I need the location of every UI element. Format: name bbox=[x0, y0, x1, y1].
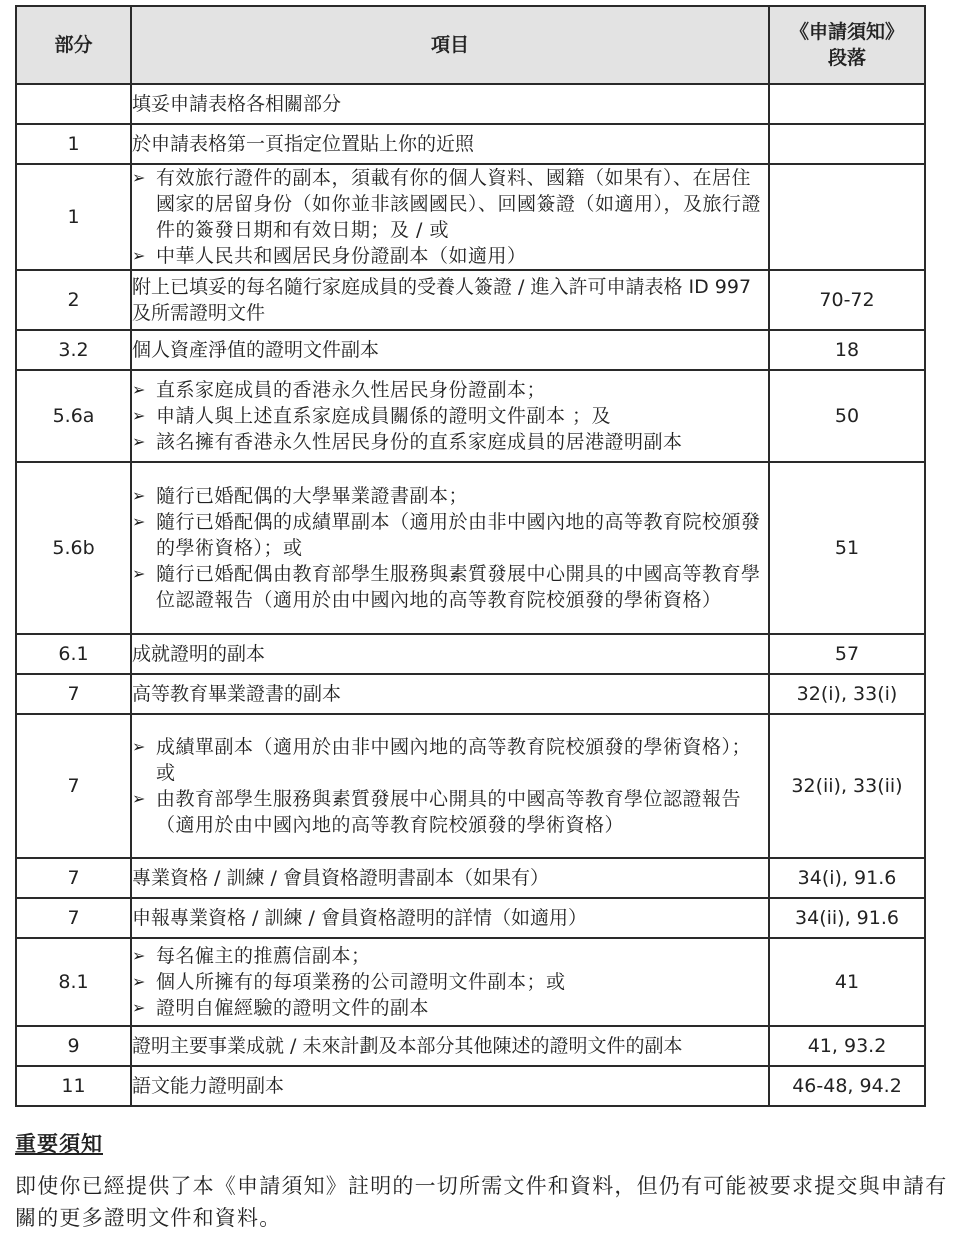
notice-body: 即使你已經提供了本《申請須知》註明的一切所需文件和資料，但仍有可能被要求提交與申請有關的更多證明文件和資料。 bbox=[15, 1174, 948, 1230]
row-part: 1 bbox=[16, 124, 131, 164]
item-text: 證明主要事業成就 / 未來計劃及本部分其他陳述的證明文件的副本 bbox=[132, 1035, 683, 1057]
row-part: 5.6a bbox=[16, 370, 131, 462]
item-text: 專業資格 / 訓練 / 會員資格證明書副本（如果有） bbox=[132, 867, 549, 889]
bullet-text: 成績單副本（適用於由非中國內地的高等教育院校頒發的學術資格）；或 bbox=[156, 736, 752, 784]
table-row bbox=[16, 714, 925, 858]
header-part: 部分 bbox=[16, 6, 131, 84]
bullet-item bbox=[132, 943, 768, 969]
row-paragraph: 51 bbox=[769, 462, 925, 634]
bullet-text: 該名擁有香港永久性居民身份的直系家庭成員的居港證明副本 bbox=[156, 431, 683, 453]
row-item bbox=[131, 1026, 769, 1066]
row-item bbox=[131, 714, 769, 858]
row-part: 7 bbox=[16, 674, 131, 714]
arrow-bullet-icon: ➢ bbox=[132, 564, 146, 583]
row-paragraph: 32(i), 33(i) bbox=[769, 674, 925, 714]
arrow-bullet-icon: ➢ bbox=[132, 246, 146, 265]
table-row bbox=[16, 84, 925, 124]
row-paragraph: 50 bbox=[769, 370, 925, 462]
bullet-text: 申請人與上述直系家庭成員關係的證明文件副本 ；及 bbox=[156, 405, 612, 427]
bullet-item bbox=[132, 969, 768, 995]
item-text: 語文能力證明副本 bbox=[132, 1075, 285, 1097]
table-row bbox=[16, 370, 925, 462]
table-row bbox=[16, 938, 925, 1026]
item-text: 於申請表格第一頁指定位置貼上你的近照 bbox=[132, 133, 475, 155]
bullet-item bbox=[132, 509, 768, 561]
arrow-bullet-icon: ➢ bbox=[132, 737, 146, 756]
row-item bbox=[131, 898, 769, 938]
item-text: 申報專業資格 / 訓練 / 會員資格證明的詳情（如適用） bbox=[132, 907, 587, 929]
item-text: 成就證明的副本 bbox=[132, 643, 266, 665]
arrow-bullet-icon: ➢ bbox=[132, 998, 146, 1017]
row-part bbox=[16, 84, 131, 124]
row-part: 9 bbox=[16, 1026, 131, 1066]
item-text: 填妥申請表格各相關部分 bbox=[132, 93, 342, 115]
row-paragraph: 41 bbox=[769, 938, 925, 1026]
table-row bbox=[16, 462, 925, 634]
arrow-bullet-icon: ➢ bbox=[132, 946, 146, 965]
row-item bbox=[131, 858, 769, 898]
row-paragraph: 41, 93.2 bbox=[769, 1026, 925, 1066]
row-paragraph bbox=[769, 164, 925, 270]
bullet-item bbox=[132, 995, 768, 1021]
arrow-bullet-icon: ➢ bbox=[132, 486, 146, 505]
row-item bbox=[131, 674, 769, 714]
row-paragraph: 34(i), 91.6 bbox=[769, 858, 925, 898]
row-paragraph: 32(ii), 33(ii) bbox=[769, 714, 925, 858]
bullet-item bbox=[132, 734, 768, 786]
bullet-item bbox=[132, 403, 768, 429]
row-part: 7 bbox=[16, 898, 131, 938]
row-paragraph: 57 bbox=[769, 634, 925, 674]
row-item bbox=[131, 462, 769, 634]
row-part: 5.6b bbox=[16, 462, 131, 634]
arrow-bullet-icon: ➢ bbox=[132, 432, 146, 451]
table-row bbox=[16, 330, 925, 370]
arrow-bullet-icon: ➢ bbox=[132, 512, 146, 531]
row-item bbox=[131, 164, 769, 270]
row-part: 1 bbox=[16, 164, 131, 270]
bullet-item bbox=[132, 165, 768, 243]
table-row bbox=[16, 1066, 925, 1106]
header-item: 項目 bbox=[131, 6, 769, 84]
bullet-item bbox=[132, 377, 768, 403]
header-paragraph-line2: 段落 bbox=[827, 47, 866, 69]
table-row bbox=[16, 164, 925, 270]
row-item bbox=[131, 84, 769, 124]
table-row bbox=[16, 674, 925, 714]
bullet-text: 中華人民共和國居民身份證副本（如適用） bbox=[156, 245, 527, 267]
row-item bbox=[131, 938, 769, 1026]
table-body bbox=[16, 84, 925, 1106]
bullet-item bbox=[132, 483, 768, 509]
table-row bbox=[16, 898, 925, 938]
row-paragraph bbox=[769, 124, 925, 164]
bullet-text: 個人所擁有的每項業務的公司證明文件副本；或 bbox=[156, 971, 566, 993]
row-item bbox=[131, 1066, 769, 1106]
document-checklist-table bbox=[15, 5, 926, 1107]
header-paragraph bbox=[769, 6, 925, 84]
bullet-text: 直系家庭成員的香港永久性居民身份證副本； bbox=[156, 379, 547, 401]
bullet-text: 證明自僱經驗的證明文件的副本 bbox=[156, 997, 430, 1019]
header-paragraph-line1: 《申請須知》 bbox=[789, 21, 904, 43]
row-part: 6.1 bbox=[16, 634, 131, 674]
arrow-bullet-icon: ➢ bbox=[132, 789, 146, 808]
row-item bbox=[131, 330, 769, 370]
arrow-bullet-icon: ➢ bbox=[132, 972, 146, 991]
row-paragraph: 18 bbox=[769, 330, 925, 370]
bullet-item bbox=[132, 786, 768, 838]
row-item bbox=[131, 270, 769, 330]
table-row bbox=[16, 270, 925, 330]
row-item bbox=[131, 124, 769, 164]
bullet-text: 每名僱主的推薦信副本； bbox=[156, 945, 371, 967]
row-part: 3.2 bbox=[16, 330, 131, 370]
arrow-bullet-icon: ➢ bbox=[132, 380, 146, 399]
table-row bbox=[16, 124, 925, 164]
row-paragraph: 34(ii), 91.6 bbox=[769, 898, 925, 938]
row-item bbox=[131, 634, 769, 674]
table-row bbox=[16, 858, 925, 898]
item-text: 附上已填妥的每名隨行家庭成員的受養人簽證 / 進入許可申請表格 ID 997 及所需證明文件 bbox=[132, 276, 752, 324]
item-text: 個人資產淨值的證明文件副本 bbox=[132, 339, 380, 361]
row-part: 8.1 bbox=[16, 938, 131, 1026]
table-row bbox=[16, 634, 925, 674]
bullet-text: 由教育部學生服務與素質發展中心開具的中國高等教育學位認證報告（適用於由中國內地的高等教育院校頒發的學術資格） bbox=[156, 788, 742, 836]
row-paragraph: 70-72 bbox=[769, 270, 925, 330]
arrow-bullet-icon: ➢ bbox=[132, 406, 146, 425]
bullet-item bbox=[132, 561, 768, 613]
bullet-text: 隨行已婚配偶由教育部學生服務與素質發展中心開具的中國高等教育學位認證報告（適用於由中國內地的高等教育院校頒發的學術資格） bbox=[156, 563, 761, 611]
bullet-text: 有效旅行證件的副本，須載有你的個人資料、國籍（如果有）、在居住國家的居留身份（如你並非該國國民）、回國簽證（如適用），及旅行證件的簽發日期和有效日期；及 / 或 bbox=[156, 167, 762, 241]
bullet-item bbox=[132, 429, 768, 455]
bullet-item bbox=[132, 243, 768, 269]
item-text: 高等教育畢業證書的副本 bbox=[132, 683, 342, 705]
row-item bbox=[131, 370, 769, 462]
row-part: 2 bbox=[16, 270, 131, 330]
row-part: 11 bbox=[16, 1066, 131, 1106]
table-header-row bbox=[16, 6, 925, 84]
row-paragraph bbox=[769, 84, 925, 124]
row-part: 7 bbox=[16, 858, 131, 898]
arrow-bullet-icon: ➢ bbox=[132, 168, 146, 187]
bullet-text: 隨行已婚配偶的成績單副本（適用於由非中國內地的高等教育院校頒發的學術資格）；或 bbox=[156, 511, 761, 559]
bullet-text: 隨行已婚配偶的大學畢業證書副本； bbox=[156, 485, 469, 507]
row-part: 7 bbox=[16, 714, 131, 858]
table-row bbox=[16, 1026, 925, 1066]
notice-title: 重要須知 bbox=[15, 1132, 103, 1156]
row-paragraph: 46-48, 94.2 bbox=[769, 1066, 925, 1106]
